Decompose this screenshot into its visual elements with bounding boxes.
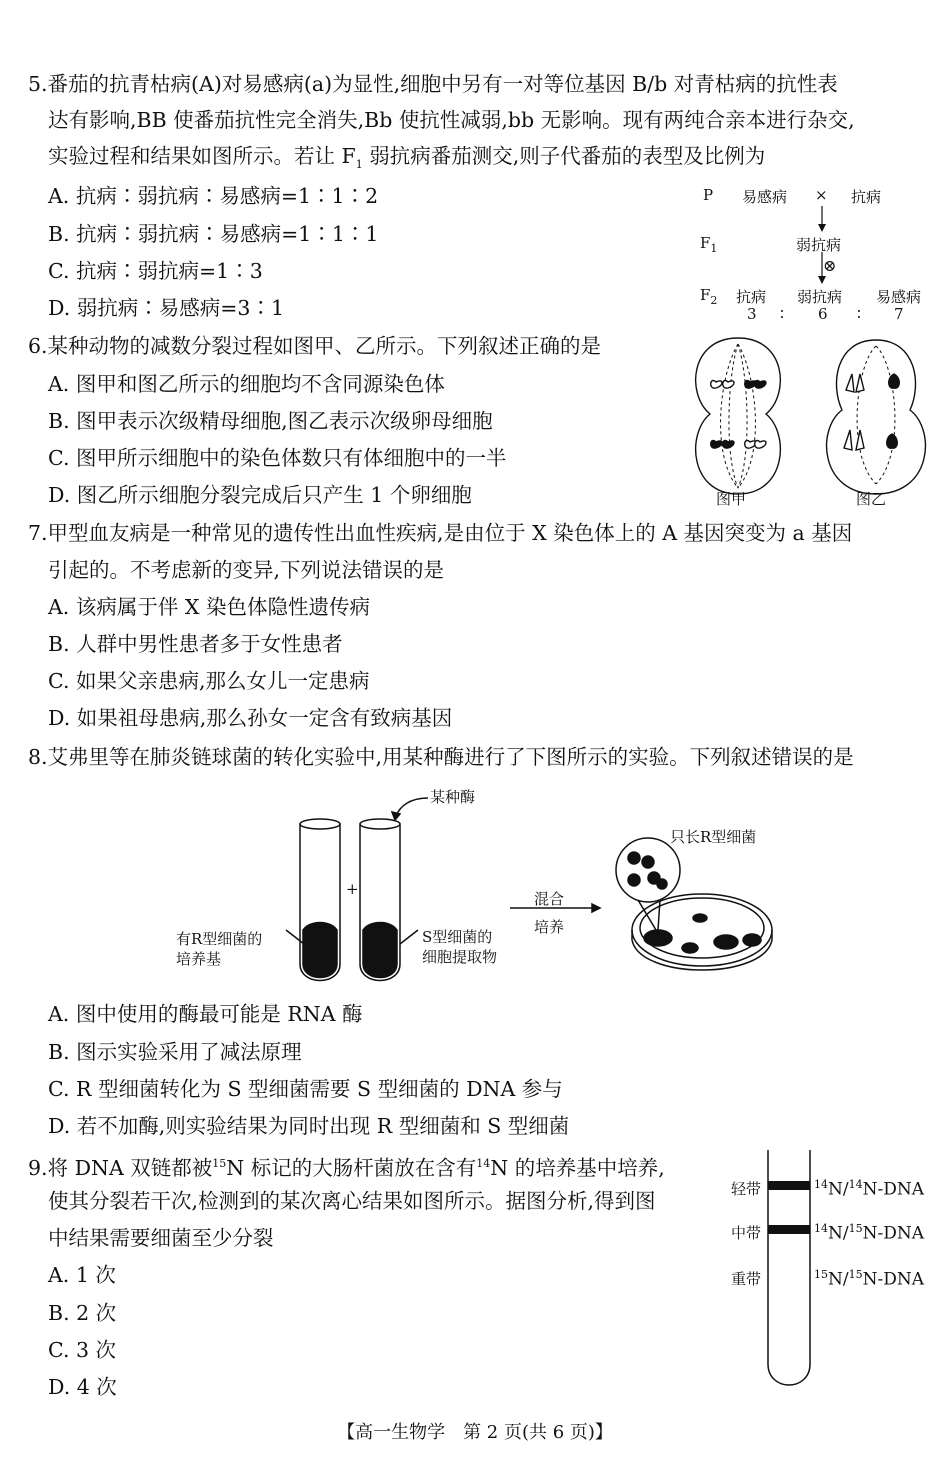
f2-ratio-sep1: ∶ bbox=[780, 305, 784, 323]
f2-pheno-weak: 弱抗病 bbox=[797, 288, 843, 306]
q6-cell-figures bbox=[680, 334, 940, 504]
q8-option-a[interactable]: A. 图中使用的酶最可能是 RNA 酶 bbox=[48, 1002, 363, 1026]
dish-result-label: 只长R型细菌 bbox=[670, 828, 757, 846]
q7-stem-line1: 7.甲型血友病是一种常见的遗传性出血性疾病,是由位于 X 染色体上的 A 基因突变为 a 基因 bbox=[28, 521, 853, 545]
q6-option-b[interactable]: B. 图甲表示次级精母细胞,图乙表示次级卵母细胞 bbox=[48, 409, 493, 433]
q9-option-c[interactable]: C. 3 次 bbox=[48, 1338, 117, 1362]
band-dna-light: $^{14}$N/$^{14}$N-DNA bbox=[814, 1178, 925, 1200]
q8-stem: 8.艾弗里等在肺炎链球菌的转化实验中,用某种酶进行了下图所示的实验。下列叙述错误的是 bbox=[28, 745, 854, 769]
q6-option-a[interactable]: A. 图甲和图乙所示的细胞均不含同源染色体 bbox=[48, 372, 445, 396]
centrifuge-tube bbox=[760, 1150, 820, 1400]
q8-option-d[interactable]: D. 若不加酶,则实验结果为同时出现 R 型细菌和 S 型细菌 bbox=[48, 1114, 570, 1138]
q5-stem-line1: 5.番茄的抗青枯病(A)对易感病(a)为显性,细胞中另有一对等位基因 B/b 对青枯病的抗性表 bbox=[28, 72, 838, 96]
band-label-light: 轻带 bbox=[731, 1180, 762, 1198]
p-left-pheno: 易感病 bbox=[742, 188, 788, 206]
band-dna-heavy: $^{15}$N/$^{15}$N-DNA bbox=[814, 1268, 925, 1290]
q5-stem-line2: 达有影响,BB 使番茄抗性完全消失,Bb 使抗性减弱,bb 无影响。现有两纯合亲本进行杂交, bbox=[48, 108, 855, 132]
cell-jia bbox=[696, 338, 781, 494]
cross-symbol: × bbox=[815, 186, 828, 204]
selfing-symbol: ⊗ bbox=[823, 256, 837, 275]
f2-ratio-sep2: ∶ bbox=[857, 305, 861, 323]
fig-jia-label: 图甲 bbox=[716, 490, 747, 508]
f2-pheno-susceptible: 易感病 bbox=[876, 288, 922, 306]
f2-pheno-resistant: 抗病 bbox=[736, 288, 767, 306]
q8-experiment-figure bbox=[0, 780, 950, 1000]
q8-option-c[interactable]: C. R 型细菌转化为 S 型细菌需要 S 型细菌的 DNA 参与 bbox=[48, 1077, 563, 1101]
q7-option-b[interactable]: B. 人群中男性患者多于女性患者 bbox=[48, 632, 343, 656]
q7-option-c[interactable]: C. 如果父亲患病,那么女儿一定患病 bbox=[48, 669, 370, 693]
p-label: P bbox=[703, 186, 714, 204]
q8-option-b[interactable]: B. 图示实验采用了减法原理 bbox=[48, 1040, 302, 1064]
q5-stem-line3: 实验过程和结果如图所示。若让 $F_1$ 弱抗病番茄测交,则子代番茄的表型及比例为 bbox=[48, 144, 766, 172]
culture-label: 培养 bbox=[534, 918, 565, 936]
band-dna-middle: $^{14}$N/$^{15}$N-DNA bbox=[814, 1222, 925, 1244]
q9-option-b[interactable]: B. 2 次 bbox=[48, 1301, 117, 1325]
q9-stem-line1: 9.将 DNA 双链都被$^{15}$N 标记的大肠杆菌放在含有$^{14}$N 的培养基中培养, bbox=[28, 1155, 665, 1180]
q6-stem: 6.某种动物的减数分裂过程如图甲、乙所示。下列叙述正确的是 bbox=[28, 334, 602, 358]
right-tube-label-1: S型细菌的 bbox=[422, 928, 493, 946]
q9-stem-line3: 中结果需要细菌至少分裂 bbox=[48, 1226, 274, 1250]
left-tube-label-1: 有R型细菌的 bbox=[176, 930, 263, 948]
q5-option-a[interactable]: A. 抗病∶弱抗病∶易感病=1∶1∶2 bbox=[48, 184, 379, 208]
band-label-middle: 中带 bbox=[731, 1224, 762, 1242]
enzyme-label: 某种酶 bbox=[430, 788, 476, 806]
mix-label: 混合 bbox=[534, 890, 565, 908]
f2-label: $F_2$ bbox=[700, 286, 718, 307]
f2-ratio-3: 7 bbox=[894, 305, 904, 323]
q5-option-c[interactable]: C. 抗病∶弱抗病=1∶3 bbox=[48, 259, 263, 283]
q6-option-c[interactable]: C. 图甲所示细胞中的染色体数只有体细胞中的一半 bbox=[48, 446, 507, 470]
f2-ratio-1: 3 bbox=[747, 305, 757, 323]
fig-yi-label: 图乙 bbox=[856, 490, 887, 508]
middle-band bbox=[768, 1225, 810, 1234]
q5-option-b[interactable]: B. 抗病∶弱抗病∶易感病=1∶1∶1 bbox=[48, 222, 379, 246]
q7-option-d[interactable]: D. 如果祖母患病,那么孙女一定含有致病基因 bbox=[48, 706, 453, 730]
page-footer: 【高一生物学 第 2 页(共 6 页)】 bbox=[337, 1422, 613, 1443]
q9-stem-line2: 使其分裂若干次,检测到的某次离心结果如图所示。据图分析,得到图 bbox=[48, 1189, 656, 1213]
f1-pheno: 弱抗病 bbox=[796, 236, 842, 254]
q5-option-d[interactable]: D. 弱抗病∶易感病=3∶1 bbox=[48, 296, 284, 320]
f1-label: $F_1$ bbox=[700, 234, 718, 255]
left-tube-label-2: 培养基 bbox=[176, 950, 222, 968]
q6-option-d[interactable]: D. 图乙所示细胞分裂完成后只产生 1 个卵细胞 bbox=[48, 483, 472, 507]
f2-ratio-2: 6 bbox=[818, 305, 828, 323]
q7-stem-line2: 引起的。不考虑新的变异,下列说法错误的是 bbox=[48, 558, 445, 582]
p-right-pheno: 抗病 bbox=[851, 188, 882, 206]
plus-sign: + bbox=[346, 880, 359, 898]
right-tube-label-2: 细胞提取物 bbox=[422, 948, 498, 966]
cell-yi bbox=[827, 340, 926, 494]
q9-option-d[interactable]: D. 4 次 bbox=[48, 1375, 117, 1399]
band-label-heavy: 重带 bbox=[731, 1270, 762, 1288]
q7-option-a[interactable]: A. 该病属于伴 X 染色体隐性遗传病 bbox=[48, 595, 370, 619]
q9-option-a[interactable]: A. 1 次 bbox=[48, 1263, 116, 1287]
light-band bbox=[768, 1181, 810, 1190]
